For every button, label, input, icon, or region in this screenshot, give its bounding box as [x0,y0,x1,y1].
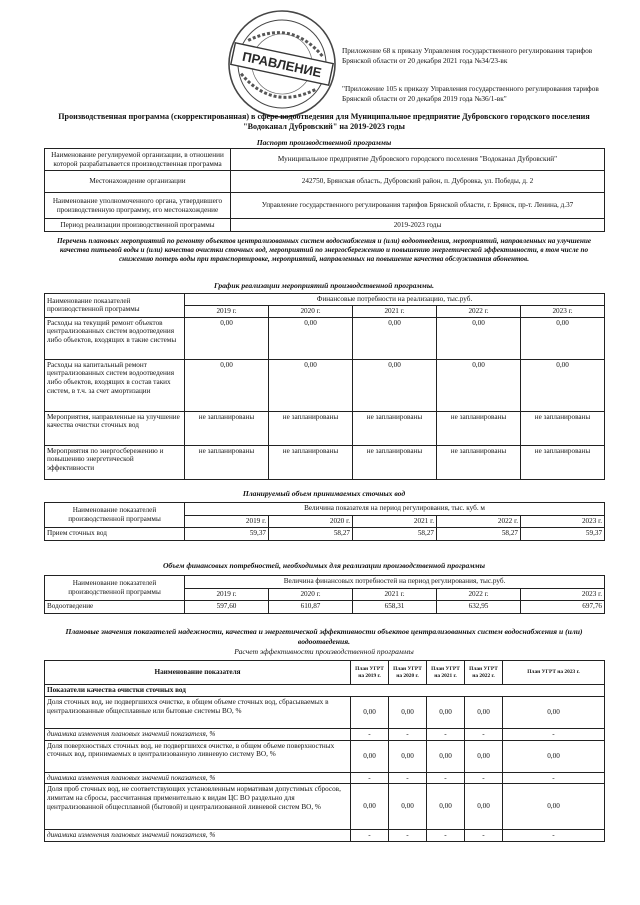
cell-value: 658,31 [353,601,437,614]
row-label: Доля проб сточных вод, не соответствующих установленным нормативам допустимых сбросов, лимитам на сбросы, рассчитанная применительно к видам ЦС ВО раздельно для централизованной общесплавной (бытовой) и централизованной ливневой систем ВО, % [45,784,351,830]
cell-value: 59,37 [521,528,605,541]
column-group-header: Величина показателя на период регулирования, тыс. куб. м [185,503,605,516]
year-header: 2020 г. [269,588,353,601]
cell-value: 632,95 [437,601,521,614]
appendix-note-previous: "Приложение 105 к приказу Управления государственного регулирования тарифов Брянской области от 20 декабря 2019 года №36/1-вк" [342,84,599,103]
row-label: динамика изменения плановых значений показателя, % [45,772,351,784]
cell-value: - [389,772,427,784]
row-label: динамика изменения плановых значений показателя, % [45,830,351,842]
cell-value: - [503,728,605,740]
column-header: Наименование показателей производственной программы [45,294,185,318]
cell-value: 58,27 [353,528,437,541]
year-header: 2022 г. [437,305,521,317]
passport-value: 2019-2023 годы [231,219,605,232]
cell-value: не запланированы [185,411,269,445]
stamp-text: ПРАВЛЕНИЕ [240,48,323,81]
year-header: План УГРТ на 2021 г. [427,661,465,685]
cell-value: 0,00 [353,359,437,411]
table-header-row [45,294,605,306]
financial-needs-title: Объем финансовых потребностей, необходимых для реализации производственной программы [162,561,486,570]
cell-value: 0,00 [427,784,465,830]
cell-value: - [389,728,427,740]
year-header: 2019 г. [185,515,269,528]
cell-value: - [389,830,427,842]
cell-value: не запланированы [521,411,605,445]
cell-value: 0,00 [389,696,427,728]
table-header-row [45,661,605,685]
cell-value: 0,00 [427,740,465,772]
cell-value: не запланированы [353,445,437,479]
finance-needs-table [44,293,605,480]
cell-value: 0,00 [503,696,605,728]
cell-value: 0,00 [437,317,521,359]
table-row [45,411,605,445]
cell-value: 0,00 [465,784,503,830]
table-row [45,445,605,479]
cell-value: 0,00 [503,784,605,830]
cell-value: не запланированы [269,411,353,445]
cell-value: 0,00 [503,740,605,772]
passport-title: Паспорт производственной программы [256,138,392,147]
financial-needs-table [44,575,605,614]
wastewater-volume-title: Планируемый объем принимаемых сточных вод [242,489,406,498]
passport-value: 242750, Брянская область, Дубровский район, п. Дубровка, ул. Победы, д. 2 [231,171,605,193]
row-label: Прием сточных вод [45,528,185,541]
cell-value: - [351,772,389,784]
table-row [45,740,605,772]
column-header: Наименование показателя [45,661,351,685]
table-row [45,696,605,728]
cell-value: 0,00 [427,696,465,728]
column-header: Наименование показателей производственной программы [45,576,185,601]
cell-value: 597,60 [185,601,269,614]
cell-value: 0,00 [465,740,503,772]
schedule-title: График реализации мероприятий производственной программы. [213,281,435,290]
cell-value: 0,00 [185,317,269,359]
passport-label: Наименование регулируемой организации, в отношении которой разрабатывается производственная программа [45,149,231,171]
cell-value: 0,00 [351,784,389,830]
year-header: План УГРТ на 2022 г. [465,661,503,685]
year-header: 2021 г. [353,305,437,317]
cell-value: 0,00 [389,784,427,830]
cell-value: не запланированы [353,411,437,445]
row-label: Мероприятия по энергосбережению и повышению энергетической эффективности [45,445,185,479]
table-section-row [45,685,605,697]
column-header: Наименование показателей производственной программы [45,503,185,528]
year-header: 2022 г. [437,588,521,601]
cell-value: - [503,830,605,842]
cell-value: 610,87 [269,601,353,614]
section-header: Показатели качества очистки сточных вод [45,685,605,697]
indicators-table [44,660,605,842]
year-header: 2023 г. [521,588,605,601]
cell-value: - [465,830,503,842]
year-header: 2023 г. [521,305,605,317]
cell-value: не запланированы [521,445,605,479]
cell-value: 0,00 [465,696,503,728]
cell-value: 0,00 [269,317,353,359]
year-header: План УГРТ на 2023 г. [503,661,605,685]
cell-value: - [503,772,605,784]
cell-value: 0,00 [353,317,437,359]
year-header: 2019 г. [185,305,269,317]
table-row [45,219,605,232]
cell-value: - [465,772,503,784]
year-header: План УГРТ на 2019 г. [351,661,389,685]
year-header: 2020 г. [269,305,353,317]
year-header: План УГРТ на 2020 г. [389,661,427,685]
cell-value: - [427,728,465,740]
cell-value: 58,27 [437,528,521,541]
cell-value: не запланированы [269,445,353,479]
table-row [45,171,605,193]
year-header: 2022 г. [437,515,521,528]
year-header: 2021 г. [353,588,437,601]
table-header-row [45,503,605,516]
cell-value: 0,00 [185,359,269,411]
table-row [45,772,605,784]
table-row [45,317,605,359]
cell-value: 0,00 [351,696,389,728]
cell-value: - [465,728,503,740]
cell-value: 0,00 [521,317,605,359]
passport-value: Управление государственного регулирования тарифов Брянской области, г. Брянск, пр-т. Ленина, д.37 [231,193,605,219]
cell-value: не запланированы [185,445,269,479]
year-header: 2019 г. [185,588,269,601]
year-header: 2020 г. [269,515,353,528]
cell-value: 0,00 [269,359,353,411]
passport-label: Период реализации производственной программы [45,219,231,232]
passport-value: Муниципальное предприятие Дубровского городского поселения "Водоканал Дубровский" [231,149,605,171]
cell-value: не запланированы [437,411,521,445]
row-label: динамика изменения плановых значений показателя, % [45,728,351,740]
cell-value: 0,00 [351,740,389,772]
document-title: Производственная программа (скорректированная) в сфере водоотведения для Муниципальное предприятие Дубровского городского поселения "Водоканал Дубровский" на 2019-2023 годы [58,112,590,131]
cell-value: 0,00 [389,740,427,772]
row-label: Доля сточных вод, не подвергшихся очистке, в общем объеме сточных вод, сбрасываемых в централизованные общесплавные или бытовые системы ВО, % [45,696,351,728]
efficiency-calc-title: Расчет эффективности производственной программы [234,647,414,656]
table-row [45,784,605,830]
activities-list-title: Перечень плановых мероприятий по ремонту объектов централизованных систем водоснабжения и (или) водоотведения, мероприятий, направленных на улучшение качества питьевой воды и (или) качества очистки сточных вод, мероприятий по энергосбережению и повышению энергетической эффективности, в том числе по снижению потерь воды при транспортировке, мероприятий, направленных на повышение качества обслуживания абонентов. [56,237,592,263]
cell-value: - [351,728,389,740]
cell-value: не запланированы [437,445,521,479]
table-row [45,528,605,541]
year-header: 2021 г. [353,515,437,528]
column-group-header: Финансовые потребности на реализацию, тыс.руб. [185,294,605,306]
passport-label: Местонахождение организации [45,171,231,193]
table-header-row [45,576,605,589]
row-label: Доля поверхностных сточных вод, не подвергшихся очистке, в общем объеме поверхностных сточных вод, принимаемых в централизованную ливневую систему ВО, % [45,740,351,772]
passport-table [44,148,605,232]
cell-value: - [351,830,389,842]
row-label: Расходы на капитальный ремонт централизованных систем водоотведения либо объектов, входящих в состав таких систем, в т.ч. за счет амортизации [45,359,185,411]
table-row [45,830,605,842]
cell-value: - [427,772,465,784]
cell-value: 59,37 [185,528,269,541]
table-row [45,728,605,740]
appendix-note-current: Приложение 68 к приказу Управления государственного регулирования тарифов Брянской области от 20 декабря 2021 года №34/23-вк [342,46,593,65]
row-label: Мероприятия, направленные на улучшение качества очистки сточных вод [45,411,185,445]
cell-value: 0,00 [437,359,521,411]
year-header: 2023 г. [521,515,605,528]
cell-value: - [427,830,465,842]
table-row [45,359,605,411]
row-label: Расходы на текущий ремонт объектов централизованных систем водоотведения либо объектов, входящих в такие системы [45,317,185,359]
table-row [45,193,605,219]
cell-value: 0,00 [521,359,605,411]
cell-value: 58,27 [269,528,353,541]
row-label: Водоотведение [45,601,185,614]
planned-indicators-title: Плановые значения показателей надежности, качества и энергетической эффективности объектов централизованных систем водоснабжения и (или) водоотведения. [65,627,583,646]
table-row [45,149,605,171]
wastewater-volume-table [44,502,605,541]
official-stamp [216,0,349,130]
column-group-header: Величина финансовых потребностей на период регулирования, тыс.руб. [185,576,605,589]
passport-label: Наименование уполномоченного органа, утвердившего производственную программу, его местонахождение [45,193,231,219]
cell-value: 697,76 [521,601,605,614]
table-row [45,601,605,614]
